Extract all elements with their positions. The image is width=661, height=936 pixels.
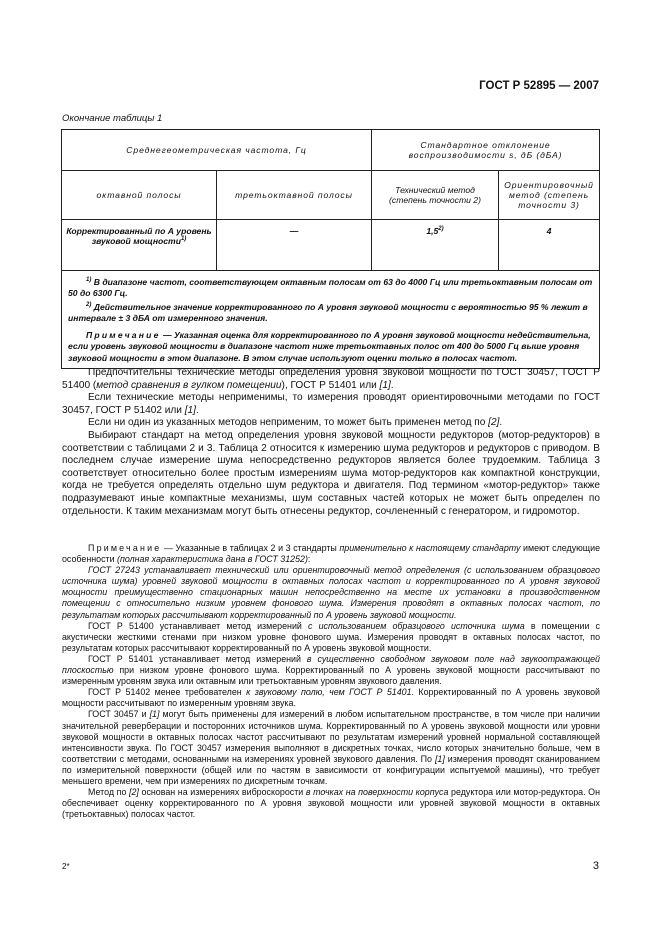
table-note-label: Примечание [86,329,161,340]
notes-intro-a: — Указанные в таблицах 2 и 3 стандарты [161,543,340,553]
row-survey: 4 [499,220,600,271]
std-header: Стандартное отклонение воспроизводимости s, дБ (дБА) [372,130,600,171]
note-method-2 [62,787,600,820]
notes-intro [62,543,600,565]
table-note [68,330,593,365]
document-code: ГОСТ Р 52895 — 2007 [479,80,599,92]
col-technical: Технический метод (степень точности 2) [372,171,499,220]
n6-italic: в точках на поверхности корпуса [305,787,449,798]
n5-c: измерения проводят сканированием по измерительной поверхности (общей или по частям в зависимости от конфигурации испытуемой машины), что требует меньшего времени, чем при измерениях по дискретным точкам. [62,753,600,786]
n6-a: Метод по [88,787,130,798]
n5-ref: [1] [149,709,160,720]
footnote-1-sup: 1) [86,277,92,283]
col-octave: октавной полосы [62,171,217,220]
paragraph-3 [62,417,600,430]
notes-intro-italic-2: (полная характеристика дана в ГОСТ 31252) [117,554,308,565]
p3-end: . [499,417,503,429]
n4-b: . Корректированный по А уровень звуковой мощности рассчитывают по измеренным уровням звука. [62,687,600,709]
n5-b: могут быть применены для измерений в любом испытательном пространстве, в том числе при наличии значительной реверберации и посторонних источников шума. Корректированный по А уровень звуковой мощности или уровни звуковой мощности в октавных полосах частот рассчитывают по результатам измерений уровней нормальной составляющей интенсивности звука. По ГОСТ 30457 измерения выполняют в дискретных точках, число которых значительно больше, чем в соответствии с методами, основанными на измерениях уровней звукового давления. По [62,709,600,764]
n3-b: при низком уровне фонового шума. Корректированный по А уровень звуковой мощности рассчитывают по измеренным уровням звука или октавным или третьоктавным уровням звукового давления. [62,665,600,687]
row-label: Корректированный по А уровень звуковой мощности [66,226,212,246]
p3-ref: [2] [488,417,500,429]
sheet-mark: 2* [62,862,70,871]
n5-ref-2: [1] [434,753,445,764]
p1-a: Предпочтительны технические методы определения уровня звуковой мощности по ГОСТ 30457, ГОСТ Р 51400 ( [62,367,600,391]
table-footnotes [62,271,600,369]
footnote-1 [68,275,593,300]
n5-a: ГОСТ 30457 и [88,709,150,720]
paragraph-2 [62,392,600,417]
n3-italic: в существенно свободном звуковом поле над звукоотражающей плоскостью [62,653,600,676]
n4-a: ГОСТ Р 51402 менее требователен [88,687,247,698]
row-technical: 1,5 [426,226,439,236]
notes-label: Примечание [88,543,162,553]
notes-intro-italic: применительно к настоящему стандарту [339,543,521,553]
row-label-sup: 1) [180,236,187,243]
notes-intro-end: : [307,554,311,565]
p1-b: ), ГОСТ Р 51401 или [281,379,380,391]
accuracy-table [61,129,600,369]
row-third: — [217,220,372,271]
n4-italic: к звуковому полю, чем ГОСТ Р 51401 [246,687,412,698]
p1-italic: метод сравнения в гулком помещении [96,379,282,391]
p3-a: Если ни один из указанных методов неприменим, то может быть применен метод по [88,417,489,429]
freq-header: Среднегеометрическая частота, Гц [62,130,372,171]
row-technical-cell [372,220,499,271]
body-text [62,367,600,518]
table-caption: Окончание таблицы 1 [62,113,163,124]
note-gost-51402 [62,687,600,709]
n6-ref: [2] [129,787,139,798]
col-third: третьоктавной полосы [217,171,372,220]
paragraph-1 [62,367,600,392]
note-gost-30457 [62,709,600,787]
footnote-2 [68,300,593,325]
note-gost-51401 [62,654,600,687]
notes-block [62,543,600,820]
p2-a: Если технические методы неприменимы, то измерения проводят ориентировочными методами по ГОСТ 30457, ГОСТ Р 51402 или [62,392,600,416]
n2-italic: с использованием образцового источника шума [308,620,525,631]
p1-ref: [1] [379,379,391,391]
footnote-2-sup: 2) [86,301,92,308]
row-technical-sup: 2) [438,226,444,233]
n6-c: редуктора или мотор-редуктора. Он обеспечивает оценку корректированного по А уровня звуковой мощности или уровней звуковой мощности в октавных (третьоктавных) полосах частот. [62,787,600,820]
table-note-text: — Указанная оценка для корректированного по А уровня звуковой мощности недействительна, если уровень звуковой мощности в диапазоне частот ниже третьоктавных полос от 400 до 5000 Гц выше уровня звуковой мощности в этом диапазоне. В этом случае используют оценки только в полосах частот. [68,329,591,363]
p2-ref: [1] [184,404,196,416]
note-gost-51400 [62,621,600,654]
p2-end: . [195,404,199,416]
row-label-cell [62,220,217,271]
p1-end: . [390,379,394,391]
paragraph-4: Выбирают стандарт на метод определения уровня звуковой мощности редукторов (мотор-редукторов) в соответствии с таблицами 2 и 3. Таблица 2 относится к измерению шума редукторов и редукторов с приводом. В последнем случае измерение шума непосредственно редукторов является более трудоемким. Таблица 3 соответствует относительно более простым измерениям шума мотор-редукторов как компактной конструкции, когда не требуется определять отдельно шум редуктора и двигателя. Под термином «мотор-редуктор» также подразумевают иные компактные механизмы, шум составных частей которых не может быть определен по отдельности. К таким механизмам могут быть отнесены редуктор, сочлененный с генератором, и гидромотор. [62,429,600,517]
footnote-2-text: Действительное значение корректированного по А уровня звуковой мощности с вероятностью 95 % лежит в интервале ± 3 дБА от измеренного значения. [68,301,588,324]
notes-intro-b: имеют следующие особенности [62,543,600,565]
n6-b: основан на измерениях виброскорости [138,787,306,798]
col-survey: Ориентировочный метод (степень точности 3) [499,171,600,220]
n3-a: ГОСТ Р 51401 устанавливает метод измерений [88,653,307,664]
n2-b: в помещении с акустически жесткими стенами при низком уровне фонового шума. Измерения проводят в октавных полосах частот, по результатам которых рассчитывают корректированный по А уровень звуковой мощности. [62,620,600,653]
note-gost-27243: ГОСТ 27243 устанавливает технический или ориентировочный метод определения (с использованием образцового источника шума) уровней звуковой мощности в октавных полосах частот и корректированного по А уровня звуковой мощности преимущественно стационарных машин непосредственно на месте их установки в производственном помещении с относительно низким уровнем фонового шума. Измерения проводят в октавных полосах частот, по результатам которых рассчитывают корректированный по А уровень звуковой мощности. [62,565,600,620]
n2-a: ГОСТ Р 51400 устанавливает метод измерений [88,620,309,631]
page-number: 3 [592,860,599,872]
footnote-1-text: В диапазоне частот, соответствующем октавным полосам от 63 до 4000 Гц или третьоктавным полосам от 50 до 6300 Гц. [68,276,593,299]
